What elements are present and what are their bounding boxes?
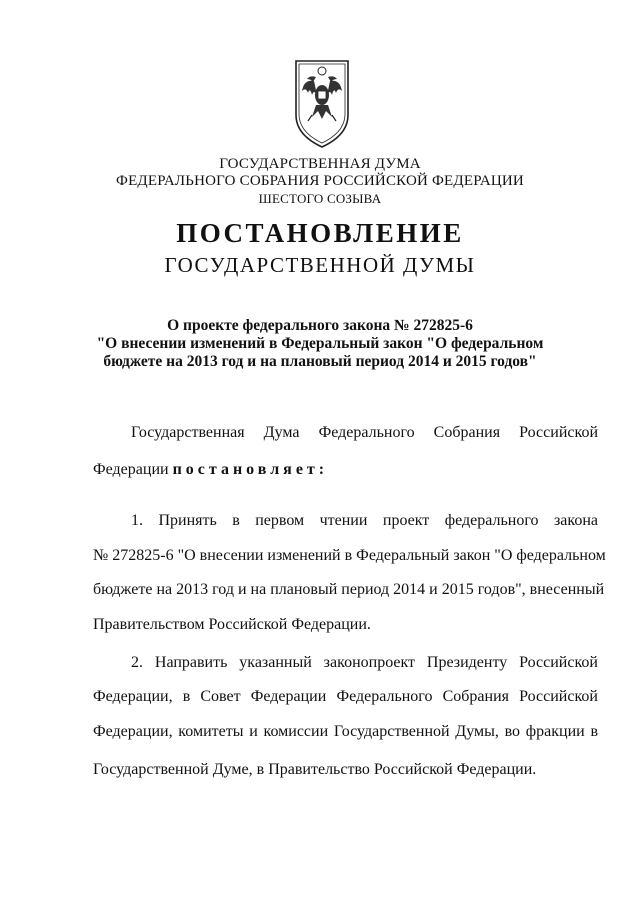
item2-line1: 2. Направить указанный законопроект Президенту Российской [131, 654, 598, 671]
item2-line2: Федерации, в Совет Федерации Федерального Собрания Российской [93, 688, 598, 705]
subject-line2: "О внесении изменений в Федеральный закон "О федеральном [96, 335, 544, 352]
subject-line3: бюджете на 2013 год и на плановый период 2014 и 2015 годов" [103, 353, 537, 370]
subject-line1: О проекте федерального закона № 272825-6 [167, 317, 473, 334]
issuer-title: ГОСУДАРСТВЕННОЙ ДУМЫ [164, 253, 476, 277]
preamble-line1: Государственная Дума Федерального Собрания Российской [131, 424, 598, 441]
item1-line2: № 272825-6 "О внесении изменений в Федеральный закон "О федеральном [93, 547, 606, 564]
org-name-line2: ФЕДЕРАЛЬНОГО СОБРАНИЯ РОССИЙСКОЙ ФЕДЕРАЦИИ [116, 173, 524, 189]
item2-line4: Государственной Думе, в Правительство Российской Федерации. [93, 761, 537, 778]
coat-of-arms-icon [290, 57, 354, 151]
item1-line1: 1. Принять в первом чтении проект федерального закона [131, 512, 598, 529]
org-name-line1: ГОСУДАРСТВЕННАЯ ДУМА [219, 156, 421, 172]
preamble-prefix: Федерации [93, 461, 173, 478]
item2-line3: Федерации, комитеты и комиссии Государственной Думы, во фракции в [93, 723, 598, 740]
document-type-title: ПОСТАНОВЛЕНИЕ [176, 218, 464, 248]
preamble-verb: постановляет: [172, 461, 329, 478]
convocation-line: ШЕСТОГО СОЗЫВА [258, 191, 382, 206]
item1-line3: бюджете на 2013 год и на плановый период 2014 и 2015 годов", внесенный [93, 581, 605, 598]
preamble-line2 [93, 461, 598, 479]
item1-line4: Правительством Российской Федерации. [93, 616, 371, 633]
